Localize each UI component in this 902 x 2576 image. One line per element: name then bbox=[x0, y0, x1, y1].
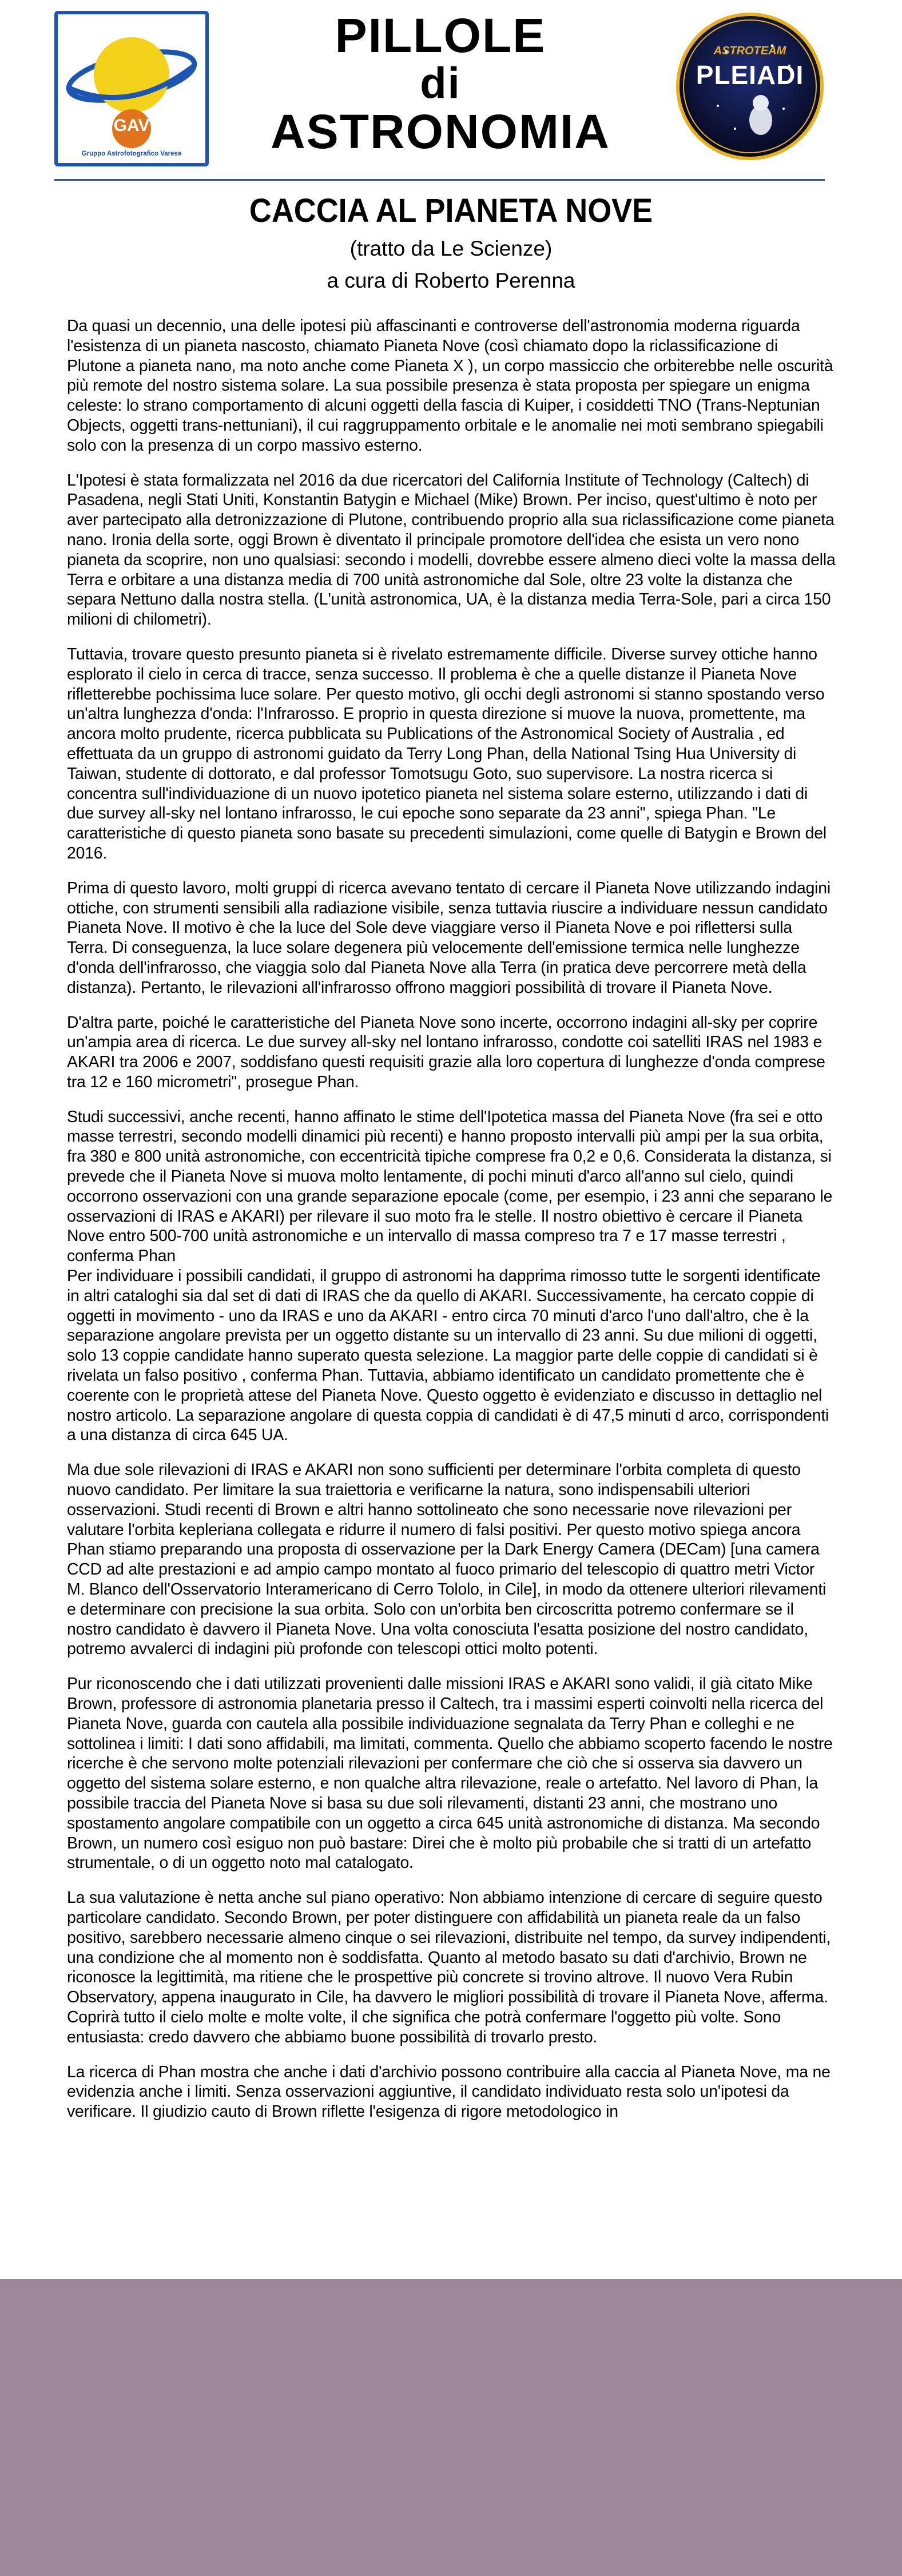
header-divider bbox=[54, 179, 825, 181]
paragraph: La sua valutazione è netta anche sul piano operativo: Non abbiamo intenzione di cercare di seguire questo particolare candidato. Secondo Brown, per poter distinguere con affidabilità un pianeta reale da un falso positivo, sarebbero necessarie almeno cinque o sei rilevazioni, distribuite nel tempo, da survey indipendenti, una condizione che al momento non è soddisfatta. Quanto al metodo basato su dati d'archivio, Brown ne riconosce la legittimità, ma ritiene che le prospettive più concrete si trovino altrove. Il nuovo Vera Rubin Observatory, appena inaugurato in Cile, ha davvero le migliori possibilità di trovare il Pianeta Nove, afferma. Coprirà tutto il cielo molte e molte volte, il che significa che potrà confermare l'oggetto più volte. Sono entusiasta: credo davvero che abbiamo buone possibilità di trovarlo presto. bbox=[67, 1889, 831, 2046]
article-title-block bbox=[0, 186, 902, 293]
paragraph: L'Ipotesi è stata formalizzata nel 2016 da due ricercatori del California Institute of Technology (Caltech) di Pasadena, negli Stati Uniti, Konstantin Batygin e Michael (Mike) Brown. Per inciso, quest'ultimo è noto per aver partecipato alla detronizzazione di Plutone, contribuendo proprio alla sua riclassificazione come pianeta nano. Ironia della sorte, oggi Brown è diventato il principale promotore dell'idea che esista un vero nono pianeta da scoprire, non uno qualsiasi: secondo i modelli, dovrebbe essere almeno dieci volte la massa della Terra e orbitare a una distanza media di 700 unità astronomiche dal Sole, oltre 23 volte la distanza che separa Nettuno dalla nostra stella. (L'unità astronomica, UA, è la distanza media Terra-Sole, pari a circa 150 milioni di chilometri). bbox=[67, 471, 836, 629]
paragraph: Da quasi un decennio, una delle ipotesi più affascinanti e controverse dell'astronomia moderna riguarda l'esistenza di un pianeta nascosto, chiamato Pianeta Nove (così chiamato dopo la riclassificazione di Plutone a pianeta nano, ma noto anche come Pianeta X ), un corpo massiccio che orbiterebbe nelle oscurità più remote del nostro sistema solare. La sua possibile presenza è stata proposta per spiegare un enigma celeste: lo strano comportamento di alcuni oggetti della fascia di Kuiper, i cosiddetti TNO (Trans-Neptunian Objects, oggetti trans-nettuniani), il cui raggruppamento orbitale e le anomalie nei moti sembrano spiegabili solo con la presenza di un corpo massivo esterno. bbox=[67, 317, 833, 455]
header bbox=[54, 8, 825, 180]
paragraph: Per individuare i possibili candidati, il gruppo di astronomi ha dapprima rimosso tutte le sorgenti identificate in altri cataloghi sia dal set di dati di IRAS che da quello di AKARI. Successivamente, ha cercato coppie di oggetti in movimento - uno da IRAS e uno da AKARI - entro circa 70 minuti d'arco l'uno dall'altro, che è la separazione angolare prevista per un oggetto distante su un intervallo di 23 anni. Su due milioni di oggetti, solo 13 coppie candidate hanno superato questa selezione. La maggior parte delle coppie di candidati si è rivelata un falso positivo , conferma Phan. Tuttavia, abbiamo identificato un candidato promettente che è coerente con le proprietà attese del Pianeta Nove. Questo oggetto è evidenziato e discusso in dettaglio nel nostro articolo. La separazione angolare di questa coppia di candidati è di 47,5 minuti d arco, corrispondenti a una distanza di circa 645 UA. bbox=[67, 1267, 829, 1445]
paragraph: D'altra parte, poiché le caratteristiche del Pianeta Nove sono incerte, occorrono indagini all-sky per coprire un'ampia area di ricerca. Le due survey all-sky nel lontano infrarosso, condotte coi satelliti IRAS nel 1983 e AKARI tra 2006 e 2007, soddisfano questi requisiti grazie alla loro copertura di lunghezze d'onda comprese tra 12 e 160 micrometri", prosegue Phan. bbox=[67, 1013, 825, 1091]
header-title-line1: PILLOLE bbox=[335, 9, 546, 62]
gav-logo-icon bbox=[58, 14, 205, 163]
paragraph: La ricerca di Phan mostra che anche i dati d'archivio possono contribuire alla caccia al Pianeta Nove, ma ne evidenzia anche i limiti. Senza osservazioni aggiuntive, il candidato individuato resta solo un'ipotesi da verificare. Il giudizio cauto di Brown riflette l'esigenza di rigore metodologico in bbox=[67, 2062, 831, 2121]
header-title bbox=[243, 11, 638, 156]
article-title: CACCIA AL PIANETA NOVE bbox=[249, 192, 653, 229]
paragraph: Studi successivi, anche recenti, hanno affinato le stime dell'Ipotetica massa del Pianeta Nove (fra sei e otto masse terrestri, secondo modelli dinamici più recenti) e hanno proposto intervalli più ampi per la sua orbita, fra 380 e 800 unità astronomiche, con eccentricità tipiche comprese fra 0,2 e 0,6. Considerata la distanza, si prevede che il Pianeta Nove si muova molto lentamente, di pochi minuti d'arco all'anno sul cielo, quindi occorrono osservazioni con una grande separazione epocale (come, per esempio, i 23 anni che separano le osservazioni di IRAS e AKARI) per rilevare il suo moto fra le stelle. Il nostro obiettivo è cercare il Pianeta Nove entro 500-700 unità astronomiche e un intervallo di massa compreso tra 7 e 17 masse terrestri , conferma Phan bbox=[67, 1107, 833, 1266]
article-subtitle: (tratto da Le Scienze) bbox=[349, 236, 553, 260]
article-body bbox=[67, 316, 836, 2137]
paragraph: Ma due sole rilevazioni di IRAS e AKARI non sono sufficienti per determinare l'orbita completa di questo nuovo candidato. Per limitare la sua traiettoria e verificarne la natura, sono indispensabili ulteriori osservazioni. Studi recenti di Brown e altri hanno sottolineato che sono necessarie nove rilevazioni per valutare l'orbita kepleriana collegata e ridurre il numero di falsi positivi. Per questo motivo spiega ancora Phan stiamo preparando una proposta di osservazione per la Dark Energy Camera (DECam) [una camera CCD ad alte prestazioni e ad ampio campo montato al fuoco primario del telescopio di quattro metri Victor M. Blanco dell'Osservatorio Interamericano di Cerro Tololo, in Cile], in modo da ottenere ulteriori rilevamenti e determinare con precisione la sua orbita. Solo con un'orbita ben circoscritta potremo confermare se il nostro candidato è davvero il Pianeta Nove. Una volta conosciuta l'esatta posizione del nostro candidato, potremo avvalerci di indagini più profonde con telescopi ottici molto potenti. bbox=[67, 1461, 826, 1659]
gav-logo bbox=[54, 11, 209, 166]
paragraph: Tuttavia, trovare questo presunto pianeta si è rivelato estremamente difficile. Diverse survey ottiche hanno esplorato il cielo in cerca di tracce, senza successo. Il problema è che a quelle distanze il Pianeta Nove rifletterebbe pochissima luce solare. Per questo motivo, gli occhi degli astronomi si stanno spostando verso un'altra lunghezza d'onda: l'Infrarosso. E proprio in questa direzione si muove la nuova, promettente, ma ancora molto prudente, ricerca pubblicata su Publications of the Astronomical Society of Australia , ed effettuata da un gruppo di astronomi guidato da Terry Long Phan, della National Tsing Hua University di Taiwan, studente di dottorato, e dal professor Tomotsugu Goto, suo supervisore. La nostra ricerca si concentra sull'individuazione di un nuovo ipotetico pianeta nel sistema solare esterno, utilizzando i dati di due survey all-sky nel lontano infrarosso, le cui epoche sono separate da 23 anni", spiega Phan. "Le caratteristiche di questo pianeta sono basate su precedenti simulazioni, come quelle di Batygin e Brown del 2016. bbox=[67, 645, 826, 862]
pleiadi-logo bbox=[675, 11, 825, 161]
header-title-line2: di bbox=[420, 59, 461, 108]
paragraph: Prima di questo lavoro, molti gruppi di ricerca avevano tentato di cercare il Pianeta Nove utilizzando indagini ottiche, con strumenti sensibili alla radiazione visibile, senza tuttavia riuscire a individuare nessun candidato Pianeta Nove. Il motivo è che la luce del Sole deve viaggiare verso il Pianeta Nove e poi riflettersi sulla Terra. Di conseguenza, la luce solare degenera più velocemente dell'emissione termica nelle lunghezze d'onda dell'infrarosso, che viaggia solo dal Pianeta Nove alla Terra (in pratica deve percorrere metà della distanza). Pertanto, le rilevazioni all'infrarosso offrono maggiori possibilità di trovare il Pianeta Nove. bbox=[67, 878, 831, 997]
paragraph: Pur riconoscendo che i dati utilizzati provenienti dalle missioni IRAS e AKARI sono validi, il già citato Mike Brown, professore di astronomia planetaria presso il Caltech, tra i massimi esperti coinvolti nella ricerca del Pianeta Nove, guarda con cautela alla possibile individuazione segnalata da Terry Phan e colleghi e ne sottolinea i limiti: I dati sono affidabili, ma limitati, commenta. Quello che abbiamo scoperto facendo le nostre ricerche è che servono molte potenziali rilevazioni per confermare che ciò che si osserva sia davvero un oggetto del sistema solare esterno, e non qualche altra rilevazione, reale o artefatto. Nel lavoro di Phan, la possibile traccia del Pianeta Nove si basa su due soli rilevamenti, distanti 23 anni, che mostrano uno spostamento angolare compatibile con un oggetto a circa 645 unità astronomiche di distanza. Ma secondo Brown, un numero così esiguo non può bastare: Direi che è molto più probabile che si tratti di un artefatto strumentale, o di un oggetto noto mal catalogato. bbox=[67, 1675, 833, 1873]
header-title-line3: ASTRONOMIA bbox=[271, 105, 610, 158]
gav-logo-caption: Gruppo Astrofotografico Varese bbox=[81, 150, 182, 157]
article-byline: a cura di Roberto Perenna bbox=[327, 269, 575, 293]
pleiadi-logo-text-top: ASTROTEAM bbox=[713, 45, 786, 57]
bottom-band bbox=[0, 2279, 902, 2576]
pleiadi-logo-text-main: PLEIADI bbox=[696, 60, 804, 90]
gav-logo-text: GAV bbox=[113, 116, 150, 135]
